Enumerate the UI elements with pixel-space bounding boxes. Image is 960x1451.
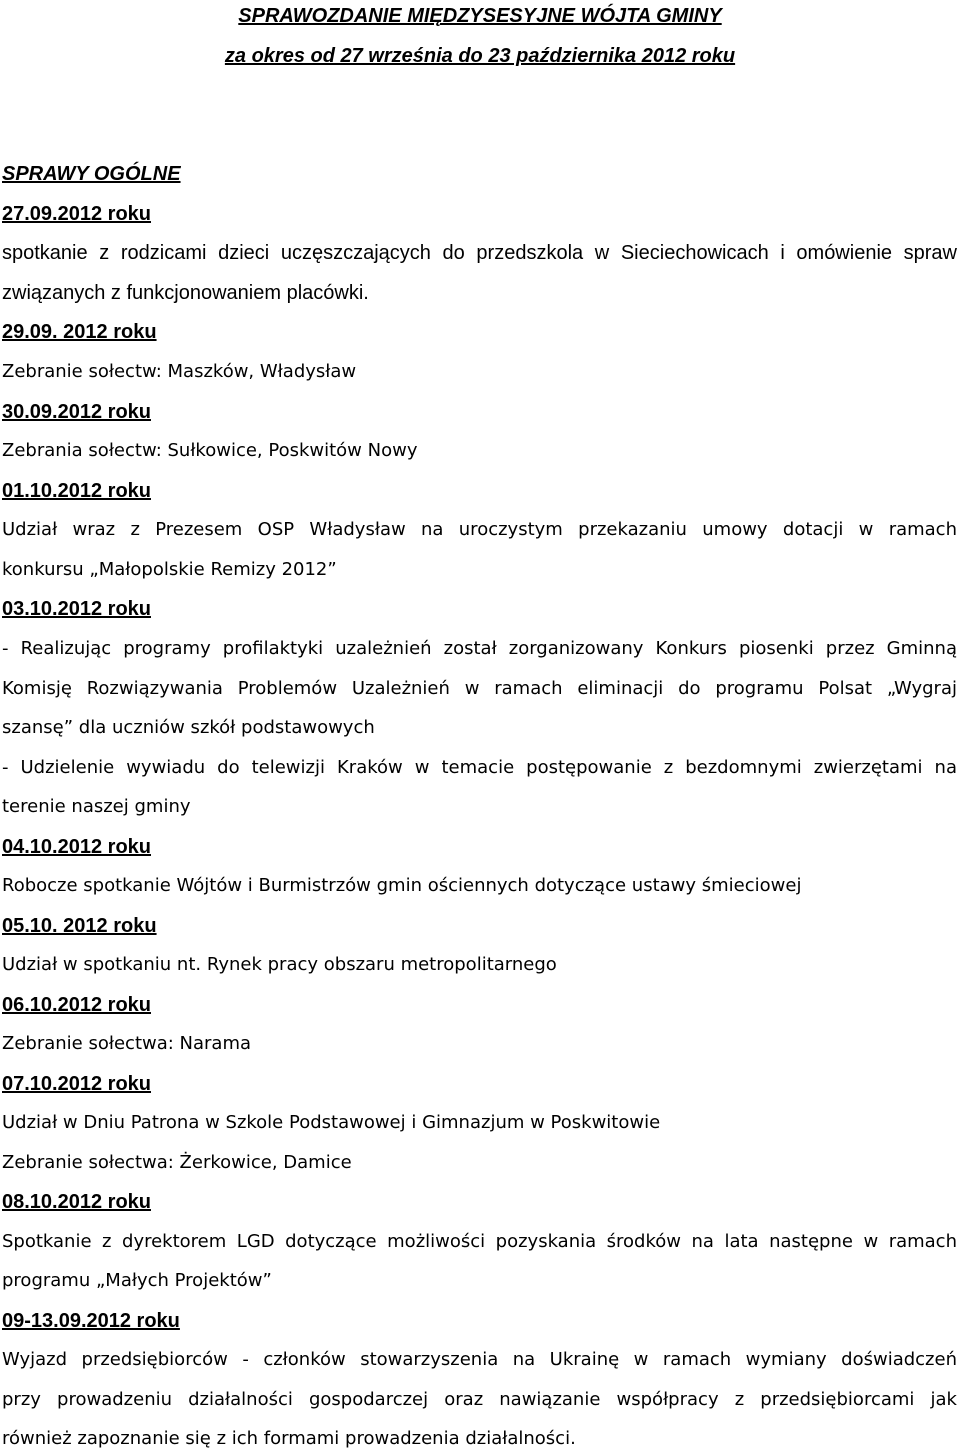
entry-date: 05.10. 2012 roku	[2, 915, 157, 937]
entry-text: programu „Małych Projektów”	[2, 1270, 272, 1291]
entry-text: Udział wraz z Prezesem OSP Władysław na uroczystym przekazaniu umowy dotacji w ramach	[2, 519, 957, 540]
entry-text: związanych z funkcjonowaniem placówki.	[2, 282, 369, 304]
entry-date: 08.10.2012 roku	[2, 1191, 151, 1213]
entry-text: Komisję Rozwiązywania Problemów Uzależnień w ramach eliminacji do programu Polsat „Wygraj	[2, 678, 957, 699]
entry-text: Zebranie sołectw: Maszków, Władysław	[2, 361, 357, 382]
entry-text: Robocze spotkanie Wójtów i Burmistrzów gmin ościennych dotyczące ustawy śmieciowej	[2, 875, 802, 896]
entry-date: 06.10.2012 roku	[2, 994, 151, 1016]
section-heading: SPRAWY OGÓLNE	[2, 163, 181, 185]
document-title: SPRAWOZDANIE MIĘDZYSESYJNE WÓJTA GMINY	[238, 5, 722, 27]
entry-date: 29.09. 2012 roku	[2, 321, 157, 343]
entry-text: szansę” dla uczniów szkół podstawowych	[2, 717, 375, 738]
document-period: za okres od 27 września do 23 października 2012 roku	[224, 45, 736, 67]
entry-text: Spotkanie z dyrektorem LGD dotyczące możliwości pozyskania środków na lata następne w ramach	[2, 1231, 957, 1252]
entry-text: Udział w spotkaniu nt. Rynek pracy obszaru metropolitarnego	[2, 954, 557, 975]
entry-text: Wyjazd przedsiębiorców - członków stowarzyszenia na Ukrainę w ramach wymiany doświadczeń	[2, 1349, 957, 1370]
entry-date: 07.10.2012 roku	[2, 1073, 151, 1095]
entry-text: konkursu „Małopolskie Remizy 2012”	[2, 559, 337, 580]
entry-text: - Udzielenie wywiadu do telewizji Kraków w temacie postępowanie z bezdomnymi zwierzętami na	[2, 757, 957, 778]
entry-date: 09-13.09.2012 roku	[2, 1310, 180, 1332]
entry-text: przy prowadzeniu działalności gospodarczej oraz nawiązanie współpracy z przedsiębiorcami jak	[2, 1389, 957, 1410]
entry-text: Zebranie sołectwa: Narama	[2, 1033, 252, 1054]
entry-text: terenie naszej gminy	[2, 796, 191, 817]
entry-text: spotkanie z rodzicami dzieci uczęszczających do przedszkola w Sieciechowicach i omówienie spraw	[2, 242, 957, 264]
entry-date: 03.10.2012 roku	[2, 598, 151, 620]
entry-text: Zebranie sołectwa: Żerkowice, Damice	[2, 1152, 352, 1173]
entry-text: Udział w Dniu Patrona w Szkole Podstawowej i Gimnazjum w Poskwitowie	[2, 1112, 661, 1133]
entry-date: 01.10.2012 roku	[2, 480, 151, 502]
entry-text: również zapoznanie się z ich formami prowadzenia działalności.	[2, 1428, 576, 1449]
entry-date: 04.10.2012 roku	[2, 836, 151, 858]
entry-date: 30.09.2012 roku	[2, 401, 151, 423]
entry-text: - Realizując programy profilaktyki uzależnień został zorganizowany Konkurs piosenki przez Gminną	[2, 638, 957, 659]
entry-text: Zebrania sołectw: Sułkowice, Poskwitów Nowy	[2, 440, 418, 461]
entry-date: 27.09.2012 roku	[2, 203, 151, 225]
